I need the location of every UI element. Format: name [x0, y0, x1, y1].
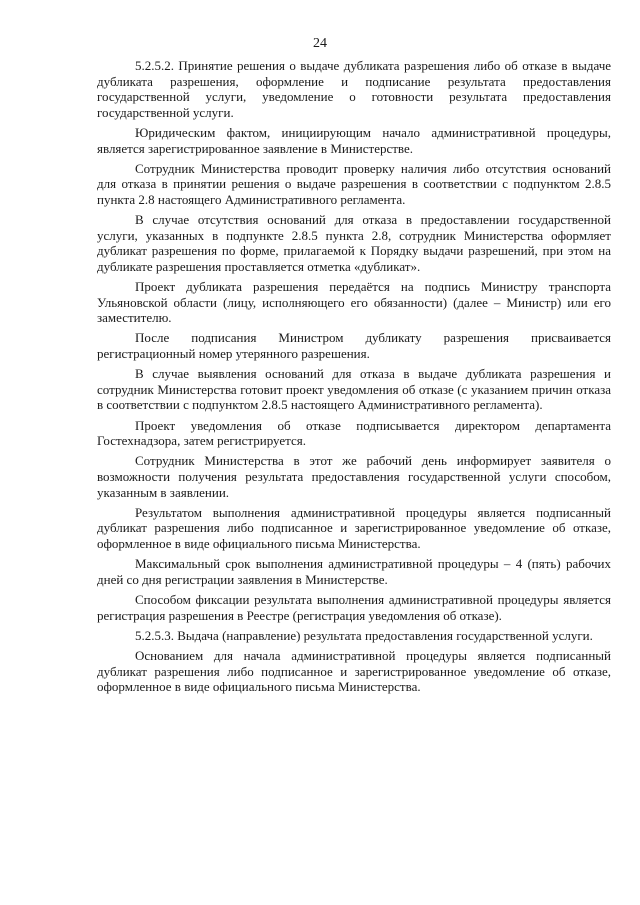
paragraph: В случае отсутствия оснований для отказа в предоставлении государственной услуги, указанных в подпункте 2.8.5 пункта 2.8, сотрудник Министерства оформляет дубликат разрешения по форме, прилагаемой к Порядку выдачи разрешений, при этом на дубликате разрешения проставляется отметка «дубликат».	[97, 212, 611, 274]
section-heading: 5.2.5.3. Выдача (направление) результата предоставления государственной услуги.	[135, 627, 593, 643]
paragraph: Способом фиксации результата выполнения административной процедуры является регистрация разрешения в Реестре (регистрация уведомления об отказе).	[97, 591, 611, 623]
paragraph: Основанием для начала административной процедуры является подписанный дубликат разрешения либо подписанное и зарегистрированное уведомление об отказе, оформленное в виде официального письма Министерства.	[97, 647, 611, 695]
paragraph: Проект дубликата разрешения передаётся на подпись Министру транспорта Ульяновской области (лицу, исполняющего его обязанности) (далее – Министр) или его заместителю.	[97, 279, 611, 326]
paragraph: Сотрудник Министерства проводит проверку наличия либо отсутствия оснований для отказа в принятии решения о выдаче разрешения в соответствии с подпунктом 2.8.5 пункта 2.8 настоящего Административного регламента.	[97, 160, 611, 207]
document-body	[97, 58, 611, 699]
paragraph: Результатом выполнения административной процедуры является подписанный дубликат разрешения либо подписанное и зарегистрированное уведомление об отказе, оформленное в виде официального письма Министерства.	[97, 504, 611, 551]
paragraph: Юридическим фактом, инициирующим начало административной процедуры, является зарегистрированное заявление в Министерстве.	[97, 124, 611, 156]
paragraph: Сотрудник Министерства в этот же рабочий день информирует заявителя о возможности получения результата предоставления государственной услуги способом, указанным в заявлении.	[97, 453, 611, 500]
page-number: 24	[313, 36, 327, 51]
paragraph: Проект уведомления об отказе подписывается директором департамента Гостехнадзора, затем регистрируется.	[97, 417, 611, 449]
paragraph: 5.2.5.2. Принятие решения о выдаче дубликата разрешения либо об отказе в выдаче дубликата разрешения, оформление и подписание результата предоставления государственной услуги, уведомление о готовности результата предоставления государственной услуги.	[97, 58, 611, 120]
paragraph: В случае выявления оснований для отказа в выдаче дубликата разрешения и сотрудник Министерства готовит проект уведомления об отказе (с указанием причин отказа в соответствии с подпунктом 2.8.5 настоящего Административного регламента).	[97, 366, 611, 413]
paragraph: Максимальный срок выполнения административной процедуры – 4 (пять) рабочих дней со дня регистрации заявления в Министерстве.	[97, 556, 611, 587]
paragraph: После подписания Министром дубликату разрешения присваивается регистрационный номер утерянного разрешения.	[97, 330, 611, 362]
